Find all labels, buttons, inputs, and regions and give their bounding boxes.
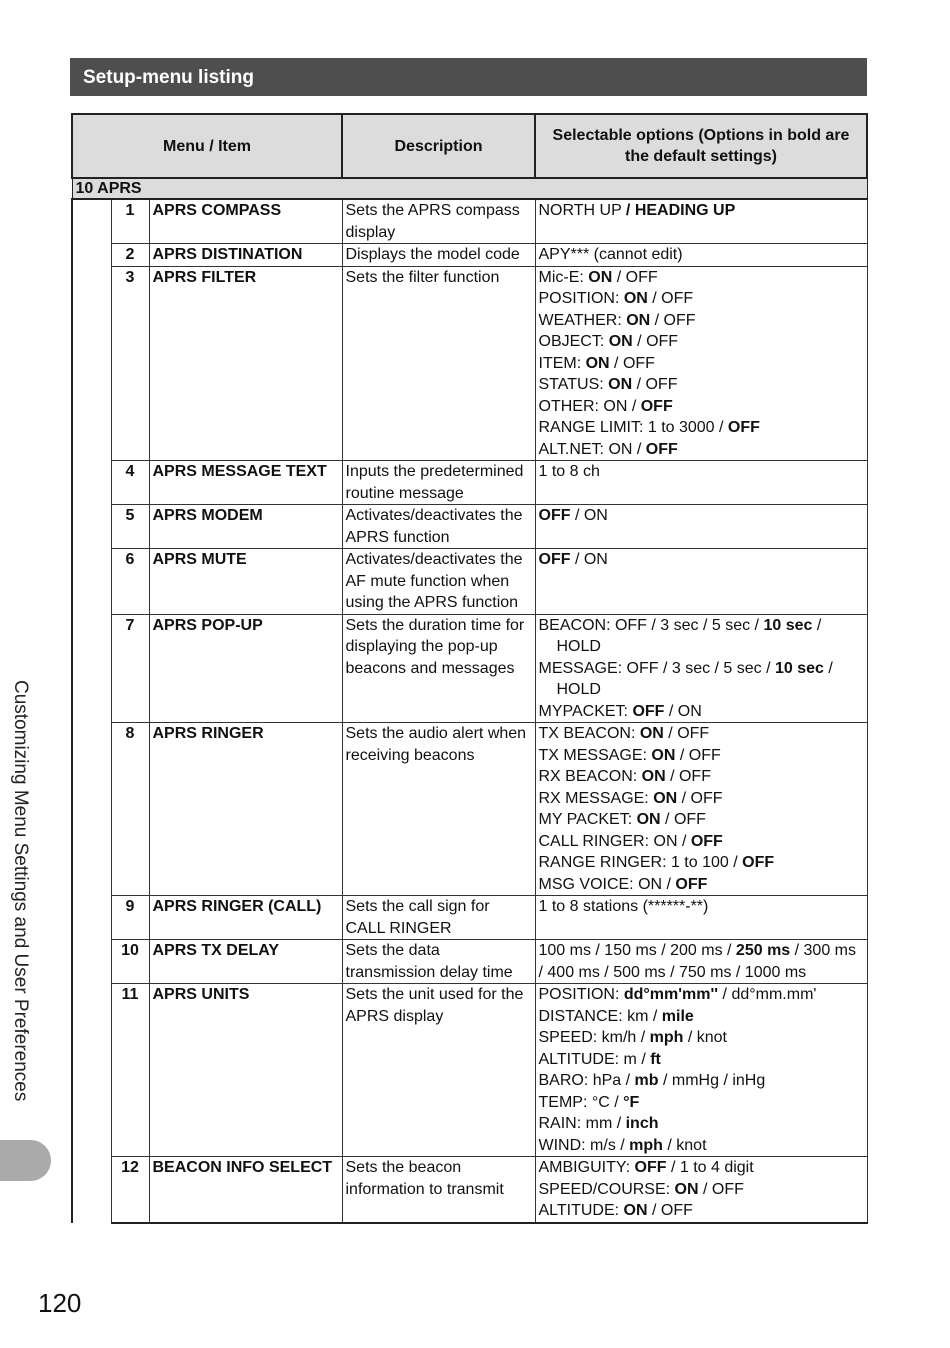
option-default-text: ft (650, 1050, 661, 1068)
row-description: Sets the data transmission delay time (342, 940, 535, 984)
option-default-text: ON (641, 768, 666, 785)
row-description: Sets the duration time for displaying the pop-up beacons and messages (342, 614, 535, 723)
option-text: / OFF (675, 746, 721, 764)
option-default-text: ON (674, 1180, 699, 1198)
row-number: 4 (111, 461, 149, 505)
row-options (535, 896, 867, 940)
option-default-text: 250 ms (735, 942, 791, 959)
option-line (539, 896, 865, 918)
row-indent-gutter (72, 723, 111, 896)
table-header-row (72, 114, 867, 178)
option-text: / OFF (647, 290, 694, 307)
page-number: 120 (38, 1288, 82, 1318)
chapter-tab-marker (0, 1140, 51, 1181)
option-text: / OFF (677, 789, 723, 807)
option-line (539, 353, 865, 375)
option-default-text: OFF (640, 397, 673, 415)
option-text: AMBIGUITY: (538, 1159, 635, 1176)
header-options: Selectable options (Options in bold are the default settings) (535, 114, 867, 178)
row-options (535, 461, 867, 505)
row-indent-gutter (72, 614, 111, 723)
option-line (539, 374, 865, 396)
option-line (539, 396, 865, 418)
row-number: 7 (111, 614, 149, 723)
option-line (539, 809, 865, 831)
option-text: / knot (683, 1029, 727, 1046)
option-text: POSITION: (538, 290, 624, 307)
option-line (539, 505, 865, 527)
option-text: RANGE LIMIT: 1 to 3000 / (538, 419, 728, 436)
row-item-name: APRS TX DELAY (149, 940, 342, 984)
row-item-name: APRS FILTER (149, 266, 342, 461)
row-indent-gutter (72, 244, 111, 267)
option-text: 100 ms / 150 ms / 200 ms / (538, 942, 736, 959)
option-default-text: OFF (634, 1159, 667, 1176)
option-default-text: inch (625, 1115, 659, 1132)
option-text: APY*** (cannot edit) (538, 246, 683, 263)
option-default-text: ON (636, 811, 661, 828)
option-text: / OFF (698, 1180, 744, 1198)
table-row (72, 199, 867, 244)
option-line (539, 1200, 865, 1222)
option-line (539, 1070, 865, 1092)
option-text: / OFF (609, 354, 655, 372)
option-text: DISTANCE: km / (538, 1007, 662, 1025)
option-text: ALTITUDE: m / (538, 1050, 651, 1068)
option-text: OBJECT: (538, 333, 609, 350)
row-indent-gutter (72, 984, 111, 1157)
option-text: / OFF (663, 725, 710, 742)
row-options (535, 940, 867, 984)
section-banner (70, 58, 867, 96)
option-text: BARO: hPa / (538, 1072, 635, 1089)
option-default-text: 10 sec (775, 659, 824, 677)
table-row (72, 940, 867, 984)
table-row (72, 505, 867, 549)
option-default-text: ON (626, 311, 651, 329)
option-text: STATUS: (538, 376, 609, 393)
option-text: 1 to 8 stations (******-**) (538, 898, 709, 915)
option-default-text: OFF (742, 854, 775, 871)
option-line (539, 1049, 865, 1071)
setup-menu-table (71, 113, 868, 1224)
option-line (539, 874, 865, 896)
option-line (539, 745, 865, 767)
option-default-text: OFF (690, 832, 723, 850)
header-description: Description (342, 114, 535, 178)
option-text: MESSAGE: OFF / 3 sec / 5 sec / (538, 659, 776, 677)
option-default-text: mph (629, 1136, 663, 1154)
option-default-text: ON (588, 268, 613, 286)
option-line (539, 1027, 865, 1049)
option-default-text: ON (623, 290, 648, 307)
option-line (539, 1179, 865, 1201)
option-text: RANGE RINGER: 1 to 100 / (538, 854, 743, 871)
row-description: Displays the model code (342, 244, 535, 267)
row-number: 12 (111, 1157, 149, 1223)
row-item-name: APRS MUTE (149, 549, 342, 615)
row-indent-gutter (72, 1157, 111, 1223)
option-line (539, 766, 865, 788)
row-description: Inputs the predetermined routine message (342, 461, 535, 505)
option-text: / HOLD (556, 616, 822, 655)
option-default-text: OFF (727, 419, 760, 436)
option-line (539, 417, 865, 439)
table-row (72, 549, 867, 615)
row-item-name: APRS MODEM (149, 505, 342, 549)
row-item-name: BEACON INFO SELECT (149, 1157, 342, 1223)
option-text: / mmHg / inHg (658, 1072, 766, 1089)
row-options (535, 199, 867, 244)
header-menu-item: Menu / Item (72, 114, 342, 178)
row-options (535, 723, 867, 896)
row-item-name: APRS POP-UP (149, 614, 342, 723)
option-line (539, 701, 865, 723)
option-text: / ON (570, 507, 608, 524)
option-text: ALTITUDE: (538, 1202, 624, 1219)
table-row (72, 461, 867, 505)
option-default-text: OFF (675, 875, 708, 893)
option-text: SPEED/COURSE: (538, 1180, 675, 1198)
option-default-text: ON (639, 725, 664, 742)
option-text: CALL RINGER: ON / (538, 832, 691, 850)
option-text: / OFF (632, 333, 679, 350)
option-line (539, 1113, 865, 1135)
row-indent-gutter (72, 505, 111, 549)
option-text: BEACON: OFF / 3 sec / 5 sec / (538, 616, 764, 634)
option-text: RX MESSAGE: (538, 789, 654, 807)
table-row (72, 723, 867, 896)
option-line (539, 267, 865, 289)
option-line (539, 615, 865, 658)
row-number: 5 (111, 505, 149, 549)
option-text: / OFF (647, 1202, 693, 1219)
option-text: RAIN: mm / (538, 1115, 626, 1132)
row-indent-gutter (72, 549, 111, 615)
row-number: 6 (111, 549, 149, 615)
option-text: / OFF (612, 268, 658, 286)
option-line (539, 461, 865, 483)
option-line (539, 723, 865, 745)
row-number: 3 (111, 266, 149, 461)
table-row (72, 896, 867, 940)
option-text: / 300 ms / 400 ms / 500 ms / 750 ms / 1000 ms (538, 942, 856, 981)
option-default-text: °F (623, 1093, 640, 1111)
row-description: Sets the beacon information to transmit (342, 1157, 535, 1223)
row-description: Sets the call sign for CALL RINGER (342, 896, 535, 940)
option-line (539, 658, 865, 701)
option-default-text: mph (649, 1029, 684, 1046)
option-text: TX BEACON: (538, 725, 640, 742)
option-text: WIND: m/s / (538, 1136, 630, 1154)
option-text: / knot (662, 1136, 707, 1154)
row-description: Activates/deactivates the APRS function (342, 505, 535, 549)
option-text: ITEM: (538, 354, 586, 372)
option-default-text: ON (608, 376, 633, 393)
option-text: / HOLD (556, 659, 833, 698)
option-default-text: OFF (645, 440, 678, 458)
row-number: 8 (111, 723, 149, 896)
option-text: TEMP: °C / (538, 1093, 624, 1111)
option-line (539, 244, 865, 266)
row-options (535, 266, 867, 461)
option-text: / ON (570, 551, 608, 568)
option-line (539, 788, 865, 810)
option-default-text: mile (661, 1007, 694, 1025)
option-default-text: OFF (632, 702, 665, 720)
option-default-text: ON (651, 746, 676, 764)
option-line (539, 1006, 865, 1028)
option-default-text: / HEADING UP (625, 202, 736, 219)
option-text: Mic-E: (538, 268, 589, 286)
option-text: MSG VOICE: ON / (538, 875, 676, 893)
option-text: / OFF (660, 811, 706, 828)
option-line (539, 852, 865, 874)
option-text: MYPACKET: (538, 702, 633, 720)
option-line (539, 200, 865, 222)
option-text: MY PACKET: (538, 811, 637, 828)
row-item-name: APRS MESSAGE TEXT (149, 461, 342, 505)
row-item-name: APRS COMPASS (149, 199, 342, 244)
row-options (535, 984, 867, 1157)
option-line (539, 940, 865, 983)
table-row (72, 614, 867, 723)
row-item-name: APRS RINGER (149, 723, 342, 896)
option-default-text: OFF (538, 551, 571, 568)
row-indent-gutter (72, 461, 111, 505)
row-options (535, 614, 867, 723)
table-row (72, 984, 867, 1157)
row-description: Activates/deactivates the AF mute function when using the APRS function (342, 549, 535, 615)
option-text: / OFF (650, 311, 696, 329)
option-line (539, 439, 865, 461)
option-default-text: mb (634, 1072, 659, 1089)
option-line (539, 1157, 865, 1179)
row-item-name: APRS RINGER (CALL) (149, 896, 342, 940)
option-default-text: dd°mm'mm'' (623, 986, 719, 1003)
row-item-name: APRS DISTINATION (149, 244, 342, 267)
option-line (539, 288, 865, 310)
option-default-text: ON (623, 1202, 648, 1219)
option-default-text: ON (585, 354, 610, 372)
option-text: TX MESSAGE: (538, 746, 652, 764)
option-line (539, 984, 865, 1006)
option-default-text: 10 sec (763, 616, 813, 634)
option-text: ALT.NET: ON / (538, 440, 646, 458)
option-text: / OFF (665, 768, 711, 785)
row-number: 2 (111, 244, 149, 267)
row-description: Sets the audio alert when receiving beacons (342, 723, 535, 896)
row-options (535, 1157, 867, 1223)
option-text: OTHER: ON / (538, 397, 641, 415)
option-line (539, 831, 865, 853)
option-line (539, 549, 865, 571)
option-line (539, 1092, 865, 1114)
row-indent-gutter (72, 940, 111, 984)
option-line (539, 331, 865, 353)
row-description: Sets the unit used for the APRS display (342, 984, 535, 1157)
option-text: / OFF (632, 376, 678, 393)
row-description: Sets the filter function (342, 266, 535, 461)
table-row (72, 1157, 867, 1223)
option-line (539, 1135, 865, 1157)
option-text: SPEED: km/h / (538, 1029, 650, 1046)
table-row (72, 266, 867, 461)
option-text: 1 to 8 ch (538, 463, 600, 480)
row-indent-gutter (72, 896, 111, 940)
option-default-text: ON (653, 789, 678, 807)
banner-title: Setup-menu listing (83, 67, 254, 88)
option-text: / dd°mm.mm' (718, 986, 817, 1003)
option-text: POSITION: (538, 986, 624, 1003)
option-text: / 1 to 4 digit (666, 1159, 754, 1176)
option-default-text: OFF (538, 507, 571, 524)
option-line (539, 310, 865, 332)
table-row (72, 244, 867, 267)
row-number: 10 (111, 940, 149, 984)
row-number: 9 (111, 896, 149, 940)
option-text: / ON (664, 702, 702, 720)
section-title: 10 APRS (72, 178, 867, 199)
row-options (535, 505, 867, 549)
row-number: 11 (111, 984, 149, 1157)
section-row (72, 178, 867, 199)
row-item-name: APRS UNITS (149, 984, 342, 1157)
option-text: RX BEACON: (538, 768, 642, 785)
row-options (535, 244, 867, 267)
option-text: NORTH UP (538, 202, 626, 219)
row-description: Sets the APRS compass display (342, 199, 535, 244)
row-indent-gutter (72, 199, 111, 244)
row-number: 1 (111, 199, 149, 244)
option-default-text: ON (608, 333, 633, 350)
row-indent-gutter (72, 266, 111, 461)
option-text: WEATHER: (538, 311, 627, 329)
chapter-side-label: Customizing Menu Settings and User Preferences (10, 680, 31, 1102)
row-options (535, 549, 867, 615)
